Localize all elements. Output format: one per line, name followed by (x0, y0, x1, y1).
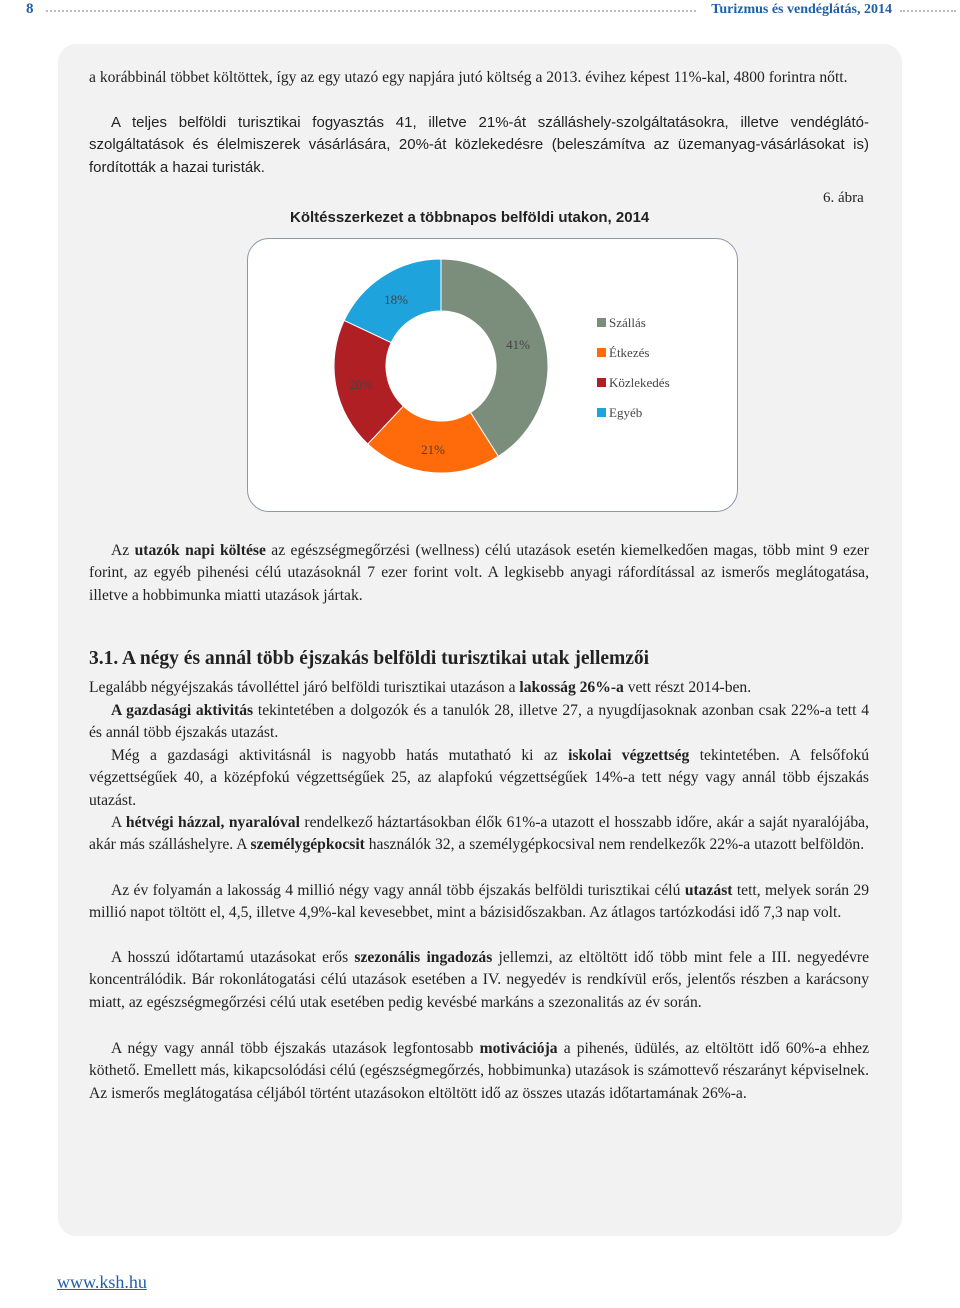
legend-swatch-egyéb (597, 408, 606, 417)
intro-paragraph-2 (89, 112, 869, 179)
p4-text-c: rendelkező háztartásokban élők 61%-a utazott el hosszabb időre, akár a saját nyaralójába, akár más szálláshelyre. A (89, 814, 869, 854)
legend-swatch-étkezés (597, 348, 606, 357)
paragraph-5 (89, 880, 869, 925)
legend-swatch-közlekedés (597, 378, 606, 387)
running-title: Turizmus és vendéglátás, 2014 (711, 2, 892, 17)
p4-text-e: használók 32, a személygépkocsival nem rendelkezők 22%-a utazott belföldön. (364, 836, 865, 854)
data-label-közlekedés: 20% (349, 377, 373, 392)
page-number: 8 (26, 1, 34, 17)
p2-text: tekintetében a dolgozók és a tanulók 28, illetve 27, a nyugdíjasoknak azonban csak 22%-a tett 4 és annál több éjszakás utazást. (89, 702, 869, 742)
p5-text-c: tett, melyek során 29 millió napot töltött el, 4,5, illetve 4,9%-kal kevesebbet, mint a bázisidőszakban. Az átlagos tartózkodási idő 7,3 nap volt. (89, 882, 870, 922)
wellness-text-bold: utazók napi költése (134, 542, 266, 559)
p4-bold-2: személygépkocsit (250, 836, 365, 854)
paragraph-3 (89, 745, 869, 812)
intro-paragraph-1: a korábbinál többet költöttek, így az egy utazó egy napjára jutó költség a 2013. évihez képest 11%-kal, 4800 forintra nőtt. (89, 69, 848, 86)
p4-text-a: A (111, 814, 126, 831)
data-label-étkezés: 21% (421, 442, 445, 457)
page-header (0, 0, 960, 22)
legend-label-közlekedés: Közlekedés (609, 375, 670, 390)
p1-text-a: Legalább négyéjszakás távolléttel járó belföldi turisztikai utazáson a (89, 679, 520, 696)
p6-text-a: A hosszú időtartamú utazásokat erős (111, 949, 355, 966)
p6-text-c: jellemzi, az eltöltött idő több mint fele a III. negyedévre koncentrálódik. Bár rokonlátogatási célú utazások esetében a IV. negyedév is rendkívül erős, jelentős részben a karácsony miatt, az egészségmegőrzési célú utak esetében pedig kevésbé markáns a szezonalitás az év során. (89, 949, 869, 1011)
chart-frame (247, 238, 738, 512)
legend-swatch-szállás (597, 318, 606, 327)
footer-link[interactable]: www.ksh.hu (57, 1272, 147, 1292)
wellness-paragraph (89, 540, 869, 607)
p1-text-c: vett részt 2014-ben. (623, 679, 752, 696)
p2-bold: A gazdasági aktivitás (111, 702, 254, 719)
paragraph-2 (89, 700, 869, 745)
section-heading: 3.1. A négy és annál több éjszakás belföldi turisztikai utak jellemzői (89, 648, 650, 669)
paragraph-7 (89, 1038, 869, 1105)
p7-text-c: a pihenés, üdülés, az eltöltött idő 60%-a ehhez köthető. Emellett más, kikapcsolódási célú (egészségmegőrzés, hobbimunka) utazások is számottevő részarányt képviselnek. Az ismerős meglátogatása céljából történt utazásokon eltöltött idő az összes utazás időtartamának 26%-a. (89, 1040, 869, 1102)
p3-bold: iskolai végzettség (568, 747, 690, 764)
intro-paragraph-2-text: A teljes belföldi turisztikai fogyasztás 41, illetve 21%-át szálláshely-szolgáltatásokra, illetve vendéglátó-szolgáltatások és élelmiszerek vásárlására, 20%-át közlekedésre (beleszámítva az üzemanyag-vásárlásokat is) fordították a hazai turisták. (89, 114, 869, 176)
legend-label-egyéb: Egyéb (609, 405, 643, 420)
p5-text-a: Az év folyamán a lakosság 4 millió négy vagy annál több éjszakás belföldi turisztikai célú (111, 882, 685, 899)
wellness-text-a: Az (111, 542, 135, 559)
wellness-text-c: az egészségmegőrzési (wellness) célú utazások esetén kiemelkedően magas, több mint 9 ezer forint, az egyéb pihenési célú utazásoknál 7 ezer forint volt. A legkisebb anyagi ráfordítással az ismerős meglátogatása, illetve a hobbimunka miatti utazások jártak. (89, 542, 870, 604)
paragraph-4 (89, 812, 869, 857)
chart-title: Költésszerkezet a többnapos belföldi utakon, 2014 (290, 209, 650, 226)
p3-text-a: Még a gazdasági aktivitásnál is nagyobb hatás mutatható ki az (111, 747, 569, 764)
p1-bold: lakosság 26%-a (519, 679, 624, 696)
header-rule-right (900, 10, 956, 12)
p6-bold: szezonális ingadozás (354, 949, 493, 966)
p4-bold-1: hétvégi házzal, nyaralóval (125, 814, 300, 831)
p7-text-a: A négy vagy annál több éjszakás utazások legfontosabb (111, 1040, 480, 1057)
data-label-egyéb: 18% (384, 292, 408, 307)
paragraph-1 (89, 677, 869, 699)
p5-bold: utazást (684, 882, 733, 899)
legend-label-étkezés: Étkezés (609, 345, 650, 360)
header-rule-left (46, 10, 696, 12)
legend-label-szállás: Szállás (609, 315, 646, 330)
paragraph-6 (89, 947, 869, 1014)
figure-number: 6. ábra (823, 190, 864, 206)
p7-bold: motivációja (479, 1040, 558, 1057)
donut-chart (248, 239, 737, 511)
data-label-szállás: 41% (506, 337, 530, 352)
p3-text-c: tekintetében. A felsőfokú végzettségűek 40, a középfokú végzettségűek 25, az alapfokú végzettségűek 14%-a tett négy vagy annál több éjszakás utazást. (89, 747, 870, 809)
